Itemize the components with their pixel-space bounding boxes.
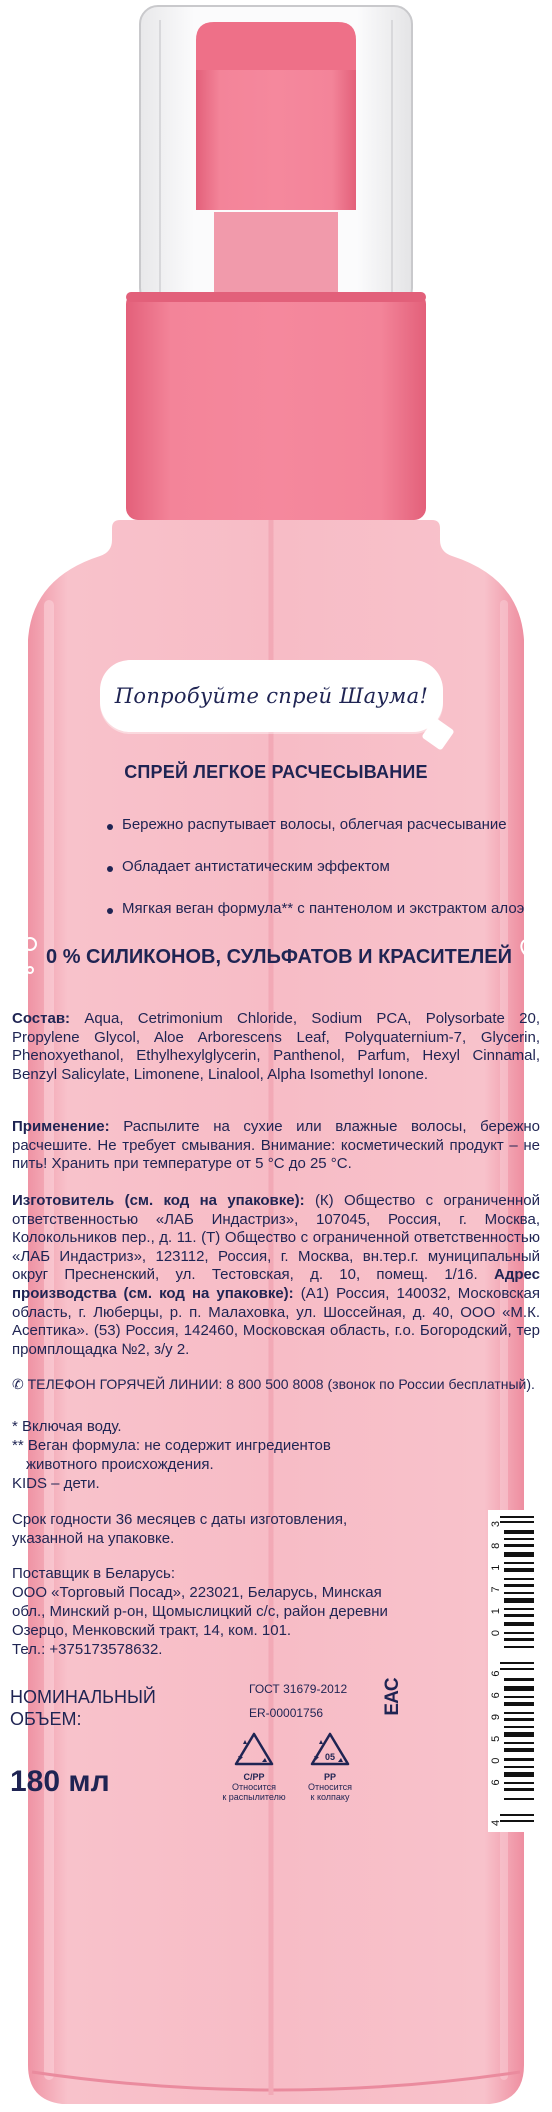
recycle-note: Относится [231, 1782, 277, 1792]
speech-bubble-text: Попробуйте спрей Шаума! [114, 684, 429, 708]
hotline: ✆ ТЕЛЕФОН ГОРЯЧЕЙ ЛИНИИ: 8 800 500 8008 (звонок по России бесплатный). [12, 1376, 535, 1392]
gost-code: ГОСТ 31679-2012 [249, 1682, 348, 1696]
footnote: KIDS – дети. [12, 1475, 100, 1492]
footnote: ** Веган формула: не содержит ингредиентов [12, 1437, 331, 1454]
supplier: Поставщик в Беларусь: [12, 1565, 175, 1582]
bullet-icon [107, 866, 113, 872]
supplier: ООО «Торговый Посад», 223021, Беларусь, Минская [12, 1584, 382, 1601]
shelf-life: указанной на упаковке. [12, 1530, 175, 1547]
shelf-life: Срок годности 36 месяцев с даты изготовления, [12, 1511, 348, 1528]
zero-claim: 0 % СИЛИКОНОВ, СУЛЬФАТОВ И КРАСИТЕЛЕЙ [46, 946, 512, 968]
recycle-icon [308, 1730, 352, 1770]
product-title: СПРЕЙ ЛЕГКОЕ РАСЧЕСЫВАНИЕ [124, 762, 428, 782]
supplier: Тел.: +375173578632. [12, 1641, 163, 1658]
benefit-item: Мягкая веган формула** с пантенолом и экстрактом алоэ [122, 900, 525, 917]
barcode-digits: 4 605966 017183 [490, 1521, 502, 1826]
footnote: * Включая воду. [12, 1418, 122, 1435]
bullet-icon [107, 908, 113, 914]
benefit-item: Обладает антистатическим эффектом [122, 858, 390, 875]
recycle-code: C/PP [243, 1772, 265, 1782]
volume-value: 180 мл [10, 1765, 110, 1798]
supplier: Озерцо, Менковский тракт, 14, ком. 101. [12, 1622, 292, 1639]
er-code: ER-00001756 [249, 1706, 324, 1720]
manufacturer: Изготовитель (см. код на упаковке): (К) Общество с ограниченной ответственностью «ЛАБ Индастриз», 107045, Россия, г. Москва, Колокольников пер., д. 11. (Т) Общество с ограниченной ответственностью «ЛАБ Индастриз», 123112, Россия, г. Москва, вн.тер.г. муниципальный округ Пресненский, ул. Тестовская, д. 10, помещ. 1/16. Адрес производства (см. код на упаковке): (А1) Россия, 140032, Московская область, г. Люберцы, р. п. Малаховка, ул. Шоссейная, д. 40, ООО «М.К. Асептика». (53) Россия, 142460, Московская область, г.о. Богородский, тер промплощадка №2, з/у 2. [12, 1192, 541, 1358]
recycle-code: PP [323, 1772, 336, 1782]
bullet-icon [107, 824, 113, 830]
composition: Состав: Aqua, Cetrimonium Chloride, Sodium PCA, Polysorbate 20, Propylene Glycol, Aloe Arborescens Leaf, Polyquaternium-7, Glycerin, Phenoxyethanol, Ethylhexylglycerin, Panthenol, Parfum, Hexyl Cinnamal, Benzyl Salicylate, Limonene, Linalool, Alpha Isomethyl Ionone. [12, 1010, 541, 1083]
footnote: животного происхождения. [26, 1456, 214, 1473]
application: Применение: Распылите на сухие или влажные волосы, бережно расчешите. Не требует смывания. Внимание: косметический продукт – не пить! Хранить при температуре от 5 °C до 25 °C. [12, 1118, 541, 1173]
benefit-item: Бережно распутывает волосы, облегчая расчесывание [122, 816, 507, 833]
recycle-note: Относится [307, 1782, 353, 1792]
recycle-note: к распылителю [222, 1792, 286, 1802]
eac-mark: EAC [382, 1678, 403, 1716]
supplier: обл., Минский р-он, Щомыслицкий с/с, район деревни [12, 1603, 388, 1620]
heart-icon [518, 936, 546, 964]
bubbles-icon [8, 934, 38, 976]
volume-label: НОМИНАЛЬНЫЙ [10, 1687, 156, 1707]
recycle-note: к колпаку [310, 1792, 350, 1802]
volume-label: ОБЪЕМ: [10, 1709, 82, 1729]
recycle-number: 05 [324, 1752, 335, 1762]
recycle-icon [232, 1730, 276, 1770]
barcode [488, 1510, 536, 1832]
